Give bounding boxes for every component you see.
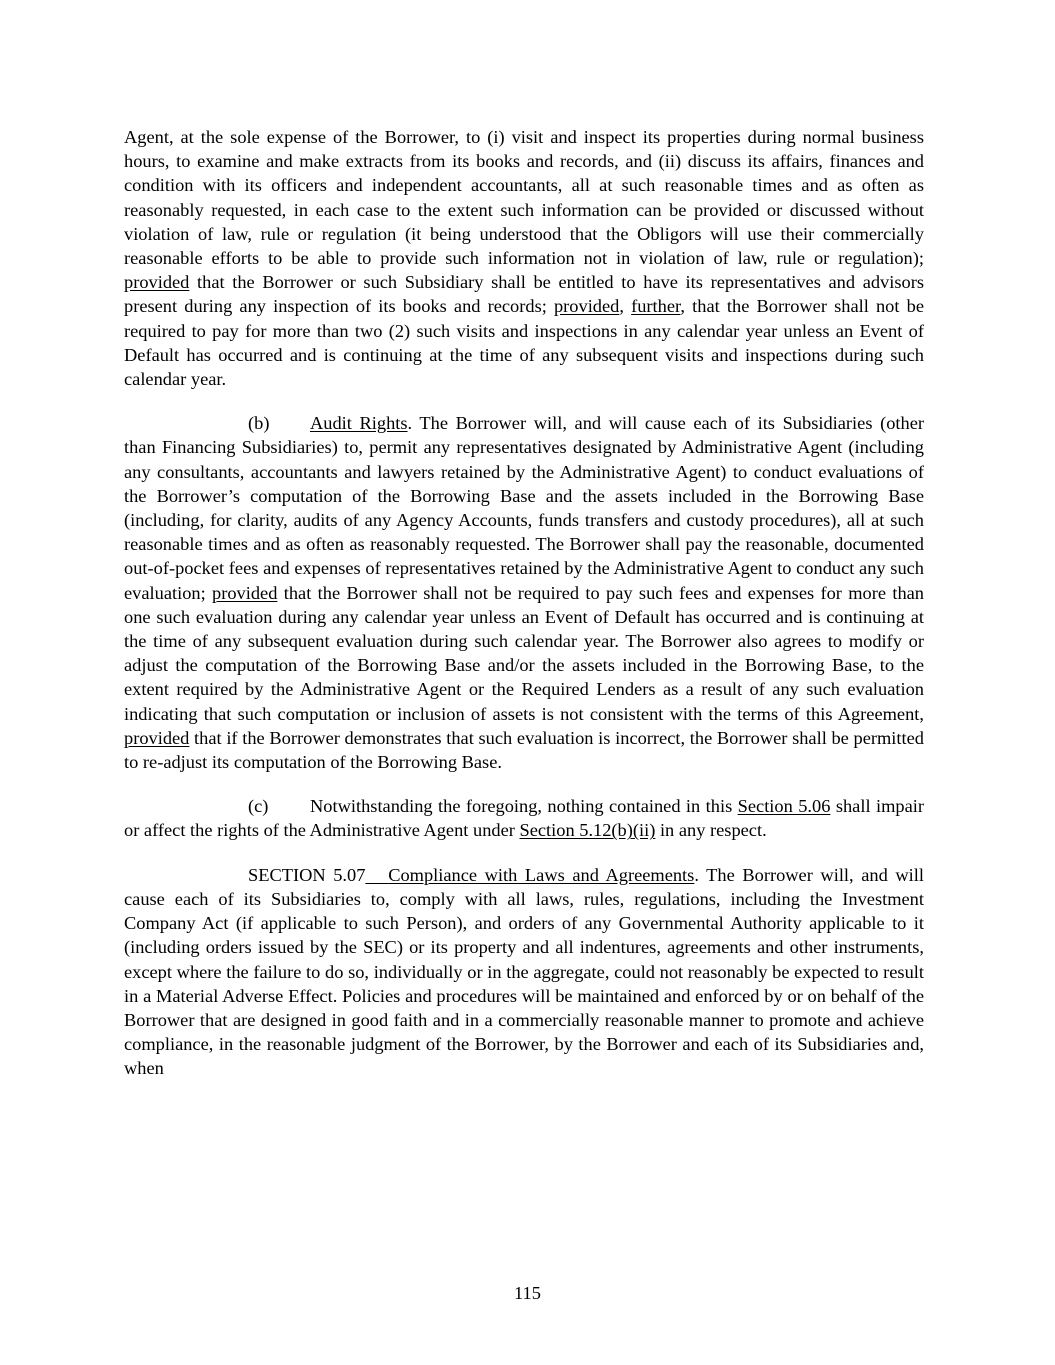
paragraph-text: that if the Borrower demonstrates that such evaluation is incorrect, the Borrower shall be permitted to re-adjust its computation of the Borrowing Base. (124, 727, 924, 773)
section-5-07-compliance (124, 863, 924, 1081)
provided-term: provided (212, 582, 278, 603)
paragraph-text: that the Borrower or such Subsidiary shall be entitled to have its representatives and advisors present during any inspection of its books and records; (124, 272, 924, 317)
paragraph-text: that the Borrower shall not be required to pay such fees and expenses for more than one such evaluation during any calendar year unless an Event of Default has occurred and is continuing at the time of any subsequent evaluation during such calendar year. The Borrower also agrees to modify or adjust the computation of the Borrowing Base and/or the assets included in the Borrowing Base, to the extent required by the Administrative Agent or the Required Lenders as a result of any such evaluation indicating that such computation or inclusion of assets is not consistent with the terms of this Agreement, (124, 582, 925, 724)
paragraph-b-audit-rights (124, 411, 924, 774)
section-heading-spacer (365, 865, 388, 885)
paragraph-text: . The Borrower will, and will cause each of its Subsidiaries (other than Financing Subsidiaries) to, permit any representatives designated by Administrative Agent (including any consultants, accountants and lawyers retained by the Administrative Agent) to conduct evaluations of the Borrower’s computation of the Borrowing Base and the assets included in the Borrowing Base (including, for clarity, audits of any Agency Accounts, funds transfers and custody procedures), all at such reasonable times and as often as reasonably requested. The Borrower shall pay the reasonable, documented out-of-pocket fees and expenses of representatives retained by the Administrative Agent to conduct any such evaluation; (124, 413, 925, 603)
paragraph-label: (c) (248, 796, 269, 817)
paragraph-c-notwithstanding (124, 794, 924, 842)
provided-term: provided (553, 296, 620, 317)
provided-term: provided (124, 272, 190, 293)
section-reference: Section 5.12(b)(ii) (519, 820, 656, 841)
paragraph-inspection-rights-continued (124, 125, 924, 391)
provided-term: provided (124, 727, 190, 748)
page-number: 115 (514, 1283, 541, 1303)
section-heading: Compliance with Laws and Agreements (388, 864, 695, 885)
paragraph-text: Agent, at the sole expense of the Borrower, to (i) visit and inspect its properties during normal business hours, to examine and make extracts from its books and records, and (ii) discuss its affairs, finances and condition with its officers and independent accountants, all at such reasonable times and as often as reasonably requested, in each case to the extent such information can be provided or discussed without violation of law, rule or regulation (it being understood that the Obligors will use their commercially reasonable efforts to be able to provide such information not in violation of law, rule or regulation); (124, 127, 924, 269)
further-term: further (631, 296, 681, 317)
section-reference: Section 5.06 (737, 796, 831, 817)
paragraph-text: shall impair or affect the rights of the Administrative Agent under (124, 796, 924, 841)
document-page (124, 125, 924, 1101)
section-number: SECTION 5.07 (248, 864, 366, 885)
paragraph-text: . The Borrower will, and will cause each of its Subsidiaries to, comply with all laws, rules, regulations, including the Investment Company Act (if applicable to such Person), and orders of any Governmental Authority applicable to it (including orders issued by the SEC) or its property and all indentures, agreements and other instruments, except where the failure to do so, individually or in the aggregate, could not reasonably be expected to result in a Material Adverse Effect. Policies and procedures will be maintained and enforced by or on behalf of the Borrower that are designed in good faith and in a commercially reasonable manner to promote and achieve compliance, in the reasonable judgment of the Borrower, by the Borrower and each of its Subsidiaries and, when (124, 864, 924, 1079)
paragraph-text: , that the Borrower shall not be required to pay for more than two (2) such visits and inspections in any calendar year unless an Event of Default has occurred and is continuing at the time of any subsequent visits and inspections during such calendar year. (124, 296, 924, 390)
paragraph-heading: Audit Rights (310, 413, 408, 434)
paragraph-text: in any respect. (655, 820, 767, 841)
paragraph-text: Notwithstanding the foregoing, nothing contained in this (310, 796, 738, 817)
paragraph-text: , (619, 296, 632, 317)
paragraph-label: (b) (248, 413, 270, 434)
